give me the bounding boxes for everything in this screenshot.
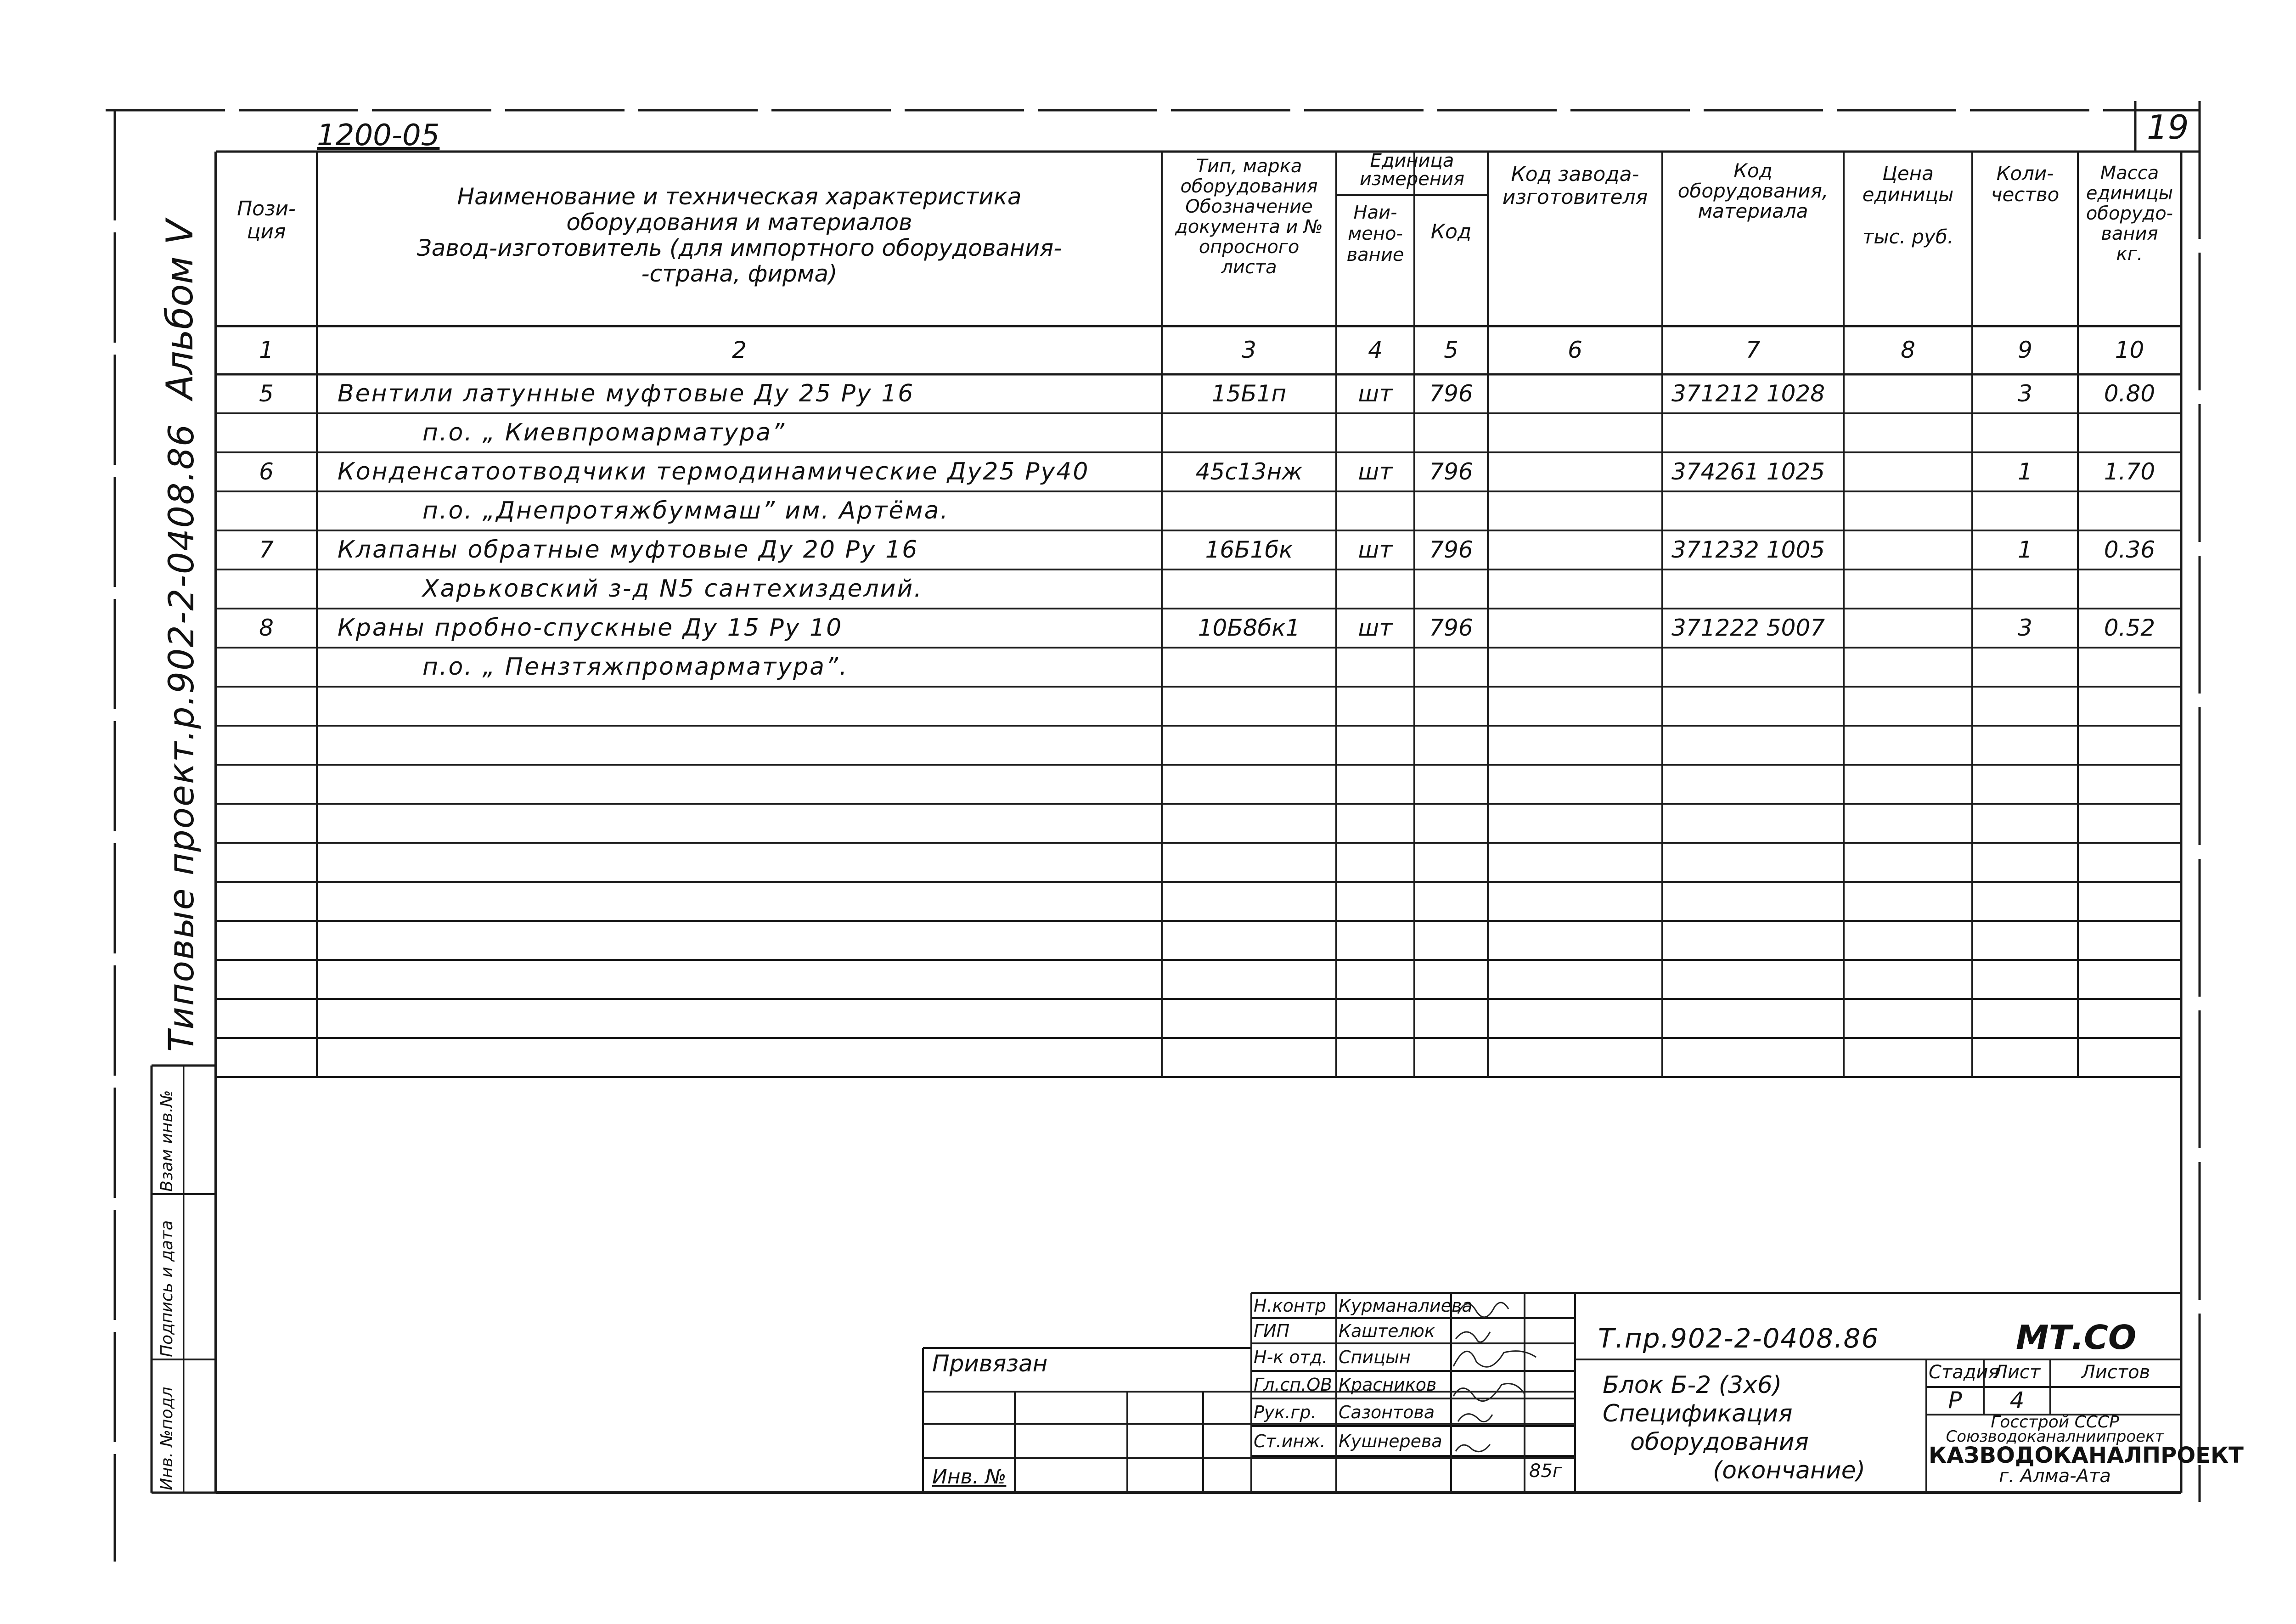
sheet-mark: МТ.СО — [2016, 1318, 2137, 1357]
org-line: КАЗВОДОКАНАЛПРОЕКТ — [1929, 1443, 2244, 1468]
cell-material: 374261 1025 — [1671, 458, 1825, 485]
inv-label: Инв. № — [932, 1465, 1007, 1489]
signer-name: Спицын — [1339, 1347, 1411, 1367]
cell-qty: 1 — [2018, 458, 2032, 485]
cell-unit: шт — [1358, 380, 1393, 407]
stamp-inv-podl: Инв. №подл — [158, 1387, 176, 1490]
cell-unit: шт — [1358, 536, 1393, 563]
title-line: (окончание) — [1713, 1457, 1865, 1484]
cell-qty: 1 — [2018, 536, 2032, 563]
cell-qty: 3 — [2018, 380, 2032, 407]
org-line: г. Алма-Ата — [1999, 1466, 2111, 1487]
signer-name: Кушнерева — [1339, 1431, 1442, 1451]
hdr-material-code: Код оборудования, материала — [1677, 159, 1829, 222]
cell-name: Вентили латунные муфтовые Ду 25 Ру 16 — [338, 380, 915, 407]
hdr-mass: Масса единицы оборудо- вания кг. — [2086, 163, 2173, 265]
column-number: 5 — [1444, 337, 1458, 363]
column-number: 10 — [2115, 337, 2144, 363]
cell-name: Клапаны обратные муфтовые Ду 20 Ру 16 — [338, 536, 919, 564]
column-number: 3 — [1242, 337, 1256, 363]
hdr-factory-code: Код завода- изготовителя — [1502, 163, 1648, 209]
sheet-value: 4 — [2009, 1387, 2025, 1414]
cell-name: п.о. „ Киевпромарматура” — [422, 419, 786, 446]
column-number: 1 — [259, 337, 274, 363]
cell-pos: 7 — [259, 536, 274, 563]
hdr-price: Цена единицы тыс. руб. — [1862, 162, 1954, 248]
cell-name: Краны пробно-спускные Ду 15 Ру 10 — [338, 614, 843, 642]
designation: Т.пр.902-2-0408.86 — [1598, 1323, 1880, 1354]
hdr-qty: Коли- чество — [1991, 162, 2060, 206]
column-number: 4 — [1368, 337, 1383, 363]
cell-material: 371222 5007 — [1671, 615, 1825, 641]
sheet-label: Лист — [1993, 1362, 2041, 1383]
sign-date: 85г — [1529, 1460, 1562, 1482]
column-number: 7 — [1745, 337, 1761, 363]
organization — [1929, 1413, 2244, 1487]
cell-material: 371212 1028 — [1671, 380, 1825, 407]
stamp-signature-date: Подпись и дата — [158, 1220, 176, 1357]
signer-role: Гл.сп.ОВ — [1254, 1375, 1333, 1395]
cell-pos: 8 — [259, 615, 274, 641]
album-label: Альбом V — [158, 220, 201, 400]
cell-code: 796 — [1429, 615, 1473, 641]
column-number: 6 — [1568, 337, 1582, 363]
cell-mass: 0.52 — [2104, 615, 2155, 641]
cell-code: 796 — [1429, 380, 1473, 407]
sheet-title — [1603, 1371, 1865, 1485]
title-line: Спецификация — [1603, 1400, 1793, 1427]
signer-role: Н.контр — [1254, 1295, 1326, 1316]
signer-name: Сазонтова — [1339, 1402, 1435, 1422]
cell-name: Конденсатоотводчики термодинамические Ду25 Ру40 — [338, 458, 1090, 485]
cell-pos: 6 — [259, 458, 274, 485]
stamp-vzam-inv: Взам инв.№ — [158, 1090, 176, 1192]
cell-material: 371232 1005 — [1671, 536, 1825, 563]
privyazan-label: Привязан — [932, 1350, 1048, 1377]
hdr-name: Наименование и техническая характеристика оборудования и материалов Завод-изготовитель (для импортного оборудования- -страна, фирма) — [416, 183, 1062, 287]
org-line: Союзводоканалниипроект — [1946, 1427, 2164, 1446]
page-number: 19 — [2147, 108, 2189, 147]
signer-role: ГИП — [1254, 1320, 1290, 1341]
column-number: 8 — [1901, 337, 1915, 363]
title-line: Блок Б-2 (3х6) — [1603, 1371, 1782, 1399]
cell-name: п.о. „Днепротяжбуммаш” им. Артёма. — [422, 497, 949, 524]
sheets-label: Листов — [2081, 1362, 2150, 1383]
cell-mass: 0.36 — [2104, 536, 2155, 563]
signer-role: Ст.инж. — [1254, 1431, 1326, 1451]
project-label: Типовые проект.р.902-2-0408.86 — [161, 423, 202, 1052]
hdr-type: Тип, марка оборудования Обозначение документа и № опросного листа — [1175, 156, 1323, 278]
hdr-unit-name: Наи- мено- вание — [1346, 202, 1404, 265]
column-number: 2 — [732, 337, 747, 363]
signer-name: Красников — [1339, 1375, 1437, 1395]
cell-mass: 0.80 — [2104, 380, 2155, 407]
cell-type: 10Б8бк1 — [1198, 615, 1300, 641]
stage-value: Р — [1948, 1387, 1962, 1414]
cell-pos: 5 — [259, 380, 274, 407]
signer-role: Н-к отд. — [1254, 1347, 1328, 1367]
cell-code: 796 — [1429, 536, 1473, 563]
hdr-unit-group: Единица измерения — [1359, 150, 1465, 190]
cell-type: 15Б1п — [1211, 380, 1287, 407]
cell-type: 45с13нж — [1195, 458, 1303, 485]
cell-name: Харьковский з-д N5 сантехизделий. — [422, 575, 923, 603]
hdr-position: Пози- ция — [237, 197, 296, 243]
cell-mass: 1.70 — [2104, 458, 2155, 485]
doc-code-top: 1200-05 — [317, 118, 440, 152]
title-line: оборудования — [1630, 1428, 1809, 1456]
column-number: 9 — [2018, 337, 2032, 363]
org-line: Госстрой СССР — [1991, 1413, 2119, 1432]
signer-name: Курманалиева — [1339, 1295, 1473, 1316]
cell-unit: шт — [1358, 615, 1393, 641]
cell-qty: 3 — [2018, 615, 2032, 641]
signer-name: Каштелюк — [1339, 1320, 1435, 1341]
cell-type: 16Б1бк — [1205, 536, 1293, 563]
hdr-unit-code: Код — [1430, 220, 1472, 243]
cell-code: 796 — [1429, 458, 1473, 485]
signer-role: Рук.гр. — [1254, 1402, 1317, 1422]
cell-name: п.о. „ Пензтяжпромарматура”. — [422, 653, 849, 681]
cell-unit: шт — [1358, 458, 1393, 485]
stage-label: Стадия — [1929, 1362, 1999, 1383]
